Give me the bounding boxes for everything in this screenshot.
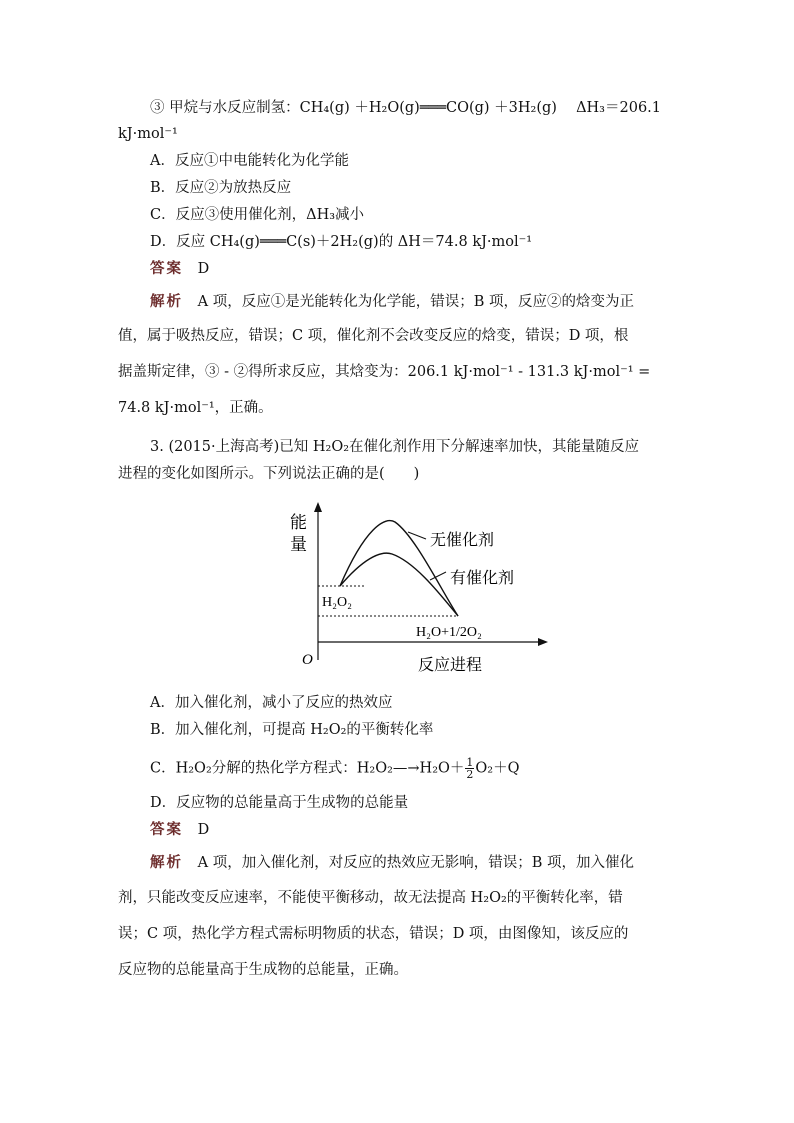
fraction-denominator: 2 xyxy=(466,768,474,781)
q2-analysis-line-4: 74.8 kJ·mol⁻¹，正确。 xyxy=(118,400,273,416)
product-label: H₂O+1/2O₂ xyxy=(416,625,482,640)
q2-analysis-label: 解析 xyxy=(150,293,183,310)
energy-diagram xyxy=(280,498,550,688)
q3-analysis-line-2: 剂，只能改变反应速率，不能使平衡移动，故无法提高 H₂O₂的平衡转化率，错 xyxy=(118,890,623,906)
q2-answer-label: 答案 xyxy=(150,260,183,277)
q3-analysis-text-1: A 项，加入催化剂，对反应的热效应无影响，错误；B 项，加入催化 xyxy=(197,855,634,871)
q3-stem-line-1: 3. (2015·上海高考)已知 H₂O₂在催化剂作用下分解速率加快，其能量随反应 xyxy=(150,439,640,455)
fraction-numerator: 1 xyxy=(466,756,474,769)
q2-option-b: B．反应②为放热反应 xyxy=(150,180,292,196)
q3-analysis-line-3: 误；C 项，热化学方程式需标明物质的状态，错误；D 项，由图像知，该反应的 xyxy=(118,926,629,942)
label-no-catalyst: 无催化剂 xyxy=(430,530,495,549)
q2-answer-value: D xyxy=(197,261,210,277)
q2-option-a: A．反应①中电能转化为化学能 xyxy=(150,153,349,169)
q3-option-c-tail: O₂＋Q xyxy=(475,760,520,777)
q3-analysis-line-4: 反应物的总能量高于生成物的总能量，正确。 xyxy=(118,962,408,978)
label-catalyst: 有催化剂 xyxy=(450,568,515,587)
q3-answer xyxy=(150,820,209,840)
reaction3-line1: ③ 甲烷与水反应制氢：CH₄(g) ＋H₂O(g)═══CO(g) ＋3H₂(g) ΔH₃＝206.1 xyxy=(150,100,662,116)
curve-catalyst xyxy=(340,553,458,616)
q3-stem-line-2: 进程的变化如图所示。下列说法正确的是( ) xyxy=(118,466,420,482)
q3-option-c-text: C．H₂O₂分解的热化学方程式：H₂O₂—→H₂O＋ xyxy=(150,760,465,777)
q3-answer-value: D xyxy=(197,822,210,838)
q3-option-a: A．加入催化剂，减小了反应的热效应 xyxy=(150,695,393,711)
energy-diagram-svg xyxy=(280,498,550,688)
q2-option-c: C．反应③使用催化剂，ΔH₃减小 xyxy=(150,207,365,223)
y-axis-arrow xyxy=(314,502,322,512)
x-axis-arrow xyxy=(538,638,548,646)
q3-analysis-label: 解析 xyxy=(150,854,183,871)
q3-answer-label: 答案 xyxy=(150,821,183,838)
q3-analysis-line-1 xyxy=(150,853,634,873)
q3-option-c xyxy=(150,757,520,780)
y-label-top: 能 xyxy=(290,513,307,533)
q3-option-d: D．反应物的总能量高于生成物的总能量 xyxy=(150,795,409,811)
q2-analysis-line-3: 据盖斯定律，③ - ②得所求反应，其焓变为：206.1 kJ·mol⁻¹ - 131.3 kJ·mol⁻¹ = xyxy=(118,364,651,380)
reaction3-line2: kJ·mol⁻¹ xyxy=(118,126,178,142)
q2-analysis-text-1: A 项，反应①是光能转化为化学能，错误；B 项，反应②的焓变为正 xyxy=(197,294,634,310)
q2-analysis-line-1 xyxy=(150,292,634,312)
origin-label: O xyxy=(302,652,313,668)
reactant-label: H₂O₂ xyxy=(322,595,352,610)
q2-analysis-line-2: 值，属于吸热反应，错误；C 项，催化剂不会改变反应的焓变，错误；D 项，根 xyxy=(118,328,629,344)
q2-option-d: D．反应 CH₄(g)═══C(s)＋2H₂(g)的 ΔH＝74.8 kJ·mol⁻¹ xyxy=(150,234,533,250)
half-fraction xyxy=(465,757,474,780)
y-label-bottom: 量 xyxy=(290,535,307,555)
x-axis-label: 反应进程 xyxy=(418,655,483,674)
q3-option-b: B．加入催化剂，可提高 H₂O₂的平衡转化率 xyxy=(150,722,434,738)
q2-answer xyxy=(150,259,209,279)
